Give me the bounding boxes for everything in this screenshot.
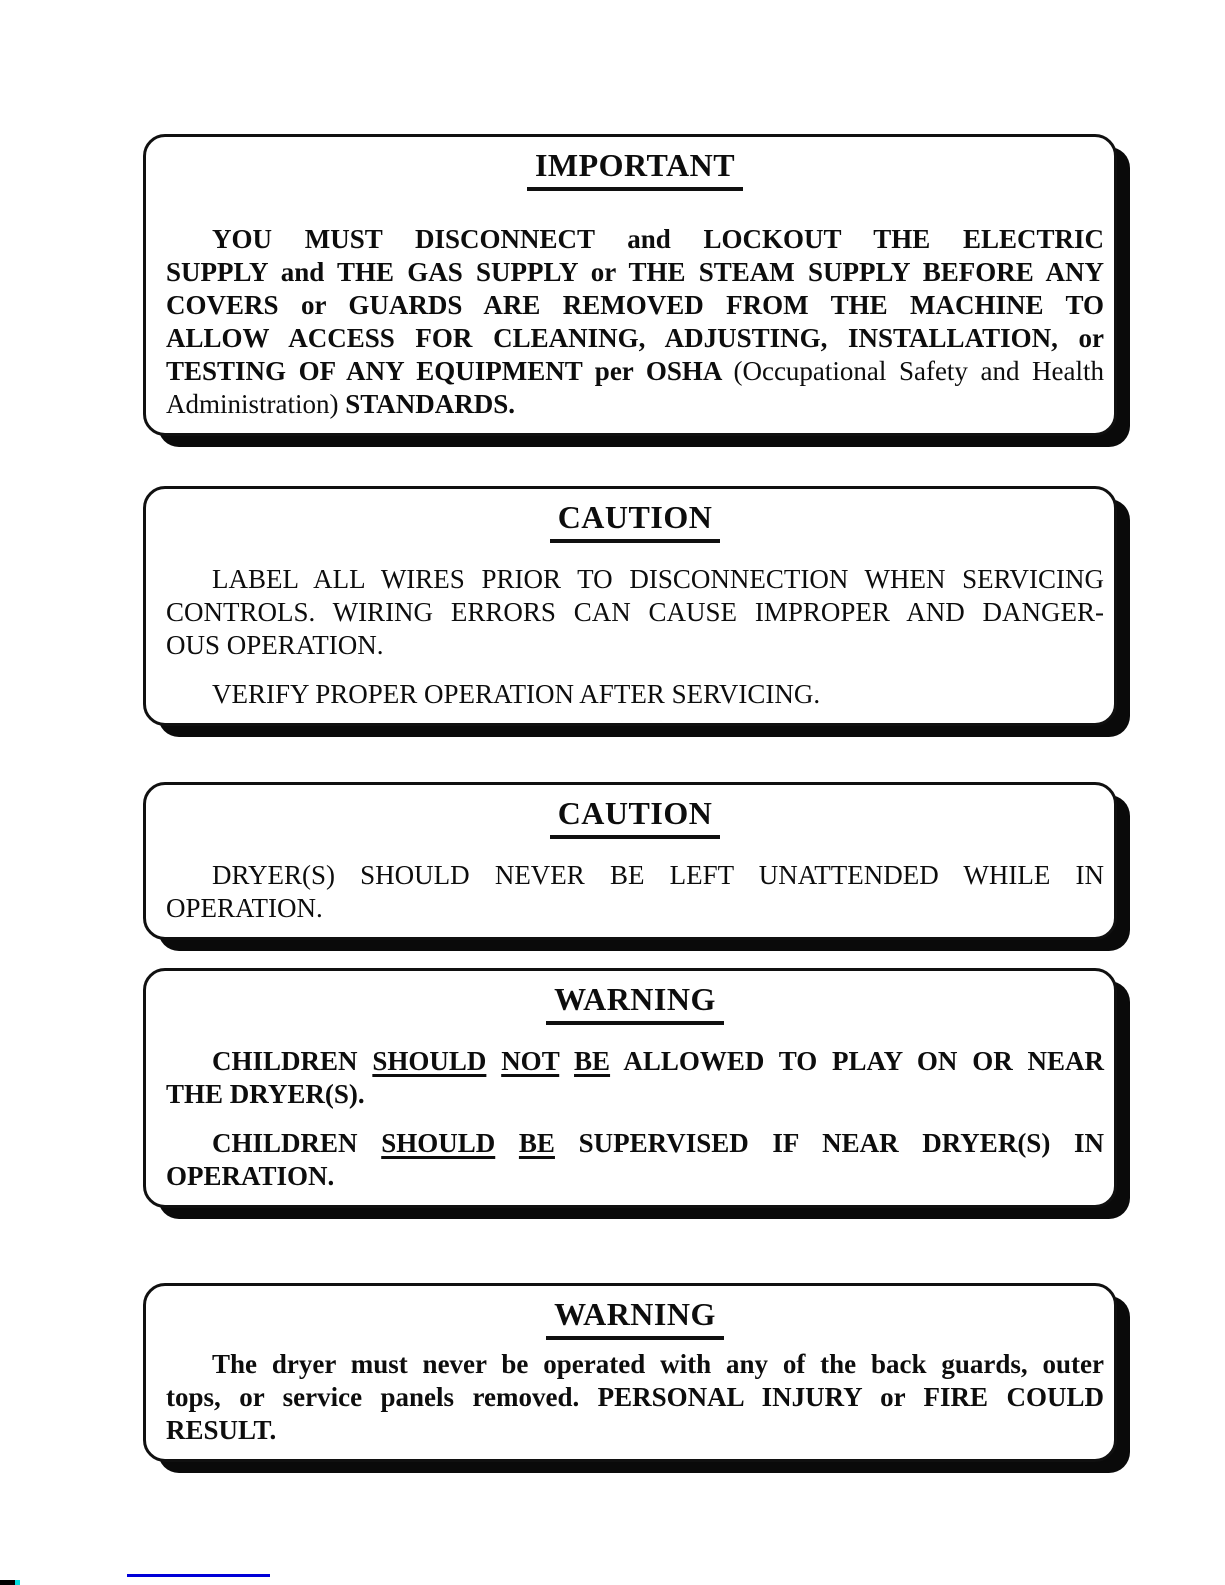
notice-title-text: WARNING xyxy=(546,979,724,1025)
text-line xyxy=(166,256,1104,289)
notice-title xyxy=(166,979,1104,1025)
text-segment: (Occupational Safety and Health xyxy=(733,356,1105,386)
text-segment: CONTROLS. WIRING ERRORS CAN CAUSE IMPROPER AND DANGER- xyxy=(166,597,1104,627)
text-segment: DRYER(S) SHOULD NEVER BE LEFT UNATTENDED WHILE IN xyxy=(212,860,1104,890)
notice-box-warning-1 xyxy=(143,968,1117,1208)
notice-paragraph xyxy=(166,1348,1104,1447)
notice-body xyxy=(166,223,1104,421)
notice-body xyxy=(166,859,1104,925)
text-segment: NOT xyxy=(501,1046,560,1076)
text-line xyxy=(166,1127,1104,1160)
scan-artifact-black xyxy=(0,1580,15,1585)
notice-title-text: CAUTION xyxy=(550,793,721,839)
notice-paragraph xyxy=(166,678,1104,711)
text-segment: OPERATION. xyxy=(166,893,323,923)
notice-paragraph xyxy=(166,1127,1104,1193)
footer-rule xyxy=(127,1574,270,1577)
notice-title xyxy=(166,497,1104,543)
text-line xyxy=(166,859,1104,892)
text-line xyxy=(166,223,1104,256)
text-line xyxy=(166,1160,1104,1193)
notice-body xyxy=(166,1348,1104,1447)
text-line xyxy=(166,629,1104,662)
text-segment: THE DRYER(S). xyxy=(166,1079,365,1109)
scan-artifact-cyan xyxy=(15,1580,20,1585)
text-segment: SHOULD xyxy=(381,1128,496,1158)
text-segment: BE xyxy=(518,1128,555,1158)
notice-box-warning-2 xyxy=(143,1283,1117,1462)
notice-box-caution-2 xyxy=(143,782,1117,940)
text-line xyxy=(166,678,1104,711)
text-line xyxy=(166,1045,1104,1078)
text-line xyxy=(166,1381,1104,1414)
text-segment: YOU MUST DISCONNECT and LOCKOUT THE ELECTRIC xyxy=(212,224,1104,254)
notice-title xyxy=(166,1294,1104,1340)
notice-body xyxy=(166,563,1104,711)
text-segment xyxy=(495,1128,519,1158)
text-segment: tops, or service panels removed. PERSONAL INJURY or FIRE COULD xyxy=(166,1382,1104,1412)
notice-paragraph xyxy=(166,223,1104,421)
text-line xyxy=(166,563,1104,596)
text-segment: SHOULD xyxy=(372,1046,487,1076)
notice-paragraph xyxy=(166,563,1104,662)
text-line xyxy=(166,596,1104,629)
text-line xyxy=(166,892,1104,925)
text-line xyxy=(166,289,1104,322)
text-segment: STANDARDS. xyxy=(345,389,516,419)
text-segment: SUPPLY and THE GAS SUPPLY or THE STEAM SUPPLY BEFORE ANY xyxy=(166,257,1104,287)
text-segment: LABEL ALL WIRES PRIOR TO DISCONNECTION WHEN SERVICING xyxy=(212,564,1104,594)
text-segment: BE xyxy=(574,1046,611,1076)
text-segment: COVERS or GUARDS ARE REMOVED FROM THE MACHINE TO xyxy=(166,290,1104,320)
text-segment: OUS OPERATION. xyxy=(166,630,384,660)
text-segment: RESULT. xyxy=(166,1415,277,1445)
text-segment: ALLOWED TO PLAY ON OR NEAR xyxy=(610,1046,1105,1076)
notice-box-important xyxy=(143,134,1117,436)
text-line xyxy=(166,1078,1104,1111)
text-segment: VERIFY PROPER OPERATION AFTER SERVICING. xyxy=(212,679,821,709)
notice-title-text: WARNING xyxy=(546,1294,724,1340)
text-line xyxy=(166,322,1104,355)
notice-paragraph xyxy=(166,1045,1104,1111)
text-line xyxy=(166,355,1104,388)
text-line xyxy=(166,388,1104,421)
text-segment: ALLOW ACCESS FOR CLEANING, ADJUSTING, INSTALLATION, or xyxy=(166,323,1104,353)
text-segment: OPERATION. xyxy=(166,1161,335,1191)
notice-title-text: CAUTION xyxy=(550,497,721,543)
text-segment: CHILDREN xyxy=(212,1046,373,1076)
notice-paragraph xyxy=(166,859,1104,925)
notice-box-caution-1 xyxy=(143,486,1117,726)
text-segment xyxy=(559,1046,574,1076)
notice-title xyxy=(166,145,1104,191)
text-segment: CHILDREN xyxy=(212,1128,382,1158)
text-segment: The dryer must never be operated with any of the back guards, outer xyxy=(212,1349,1104,1379)
notice-title xyxy=(166,793,1104,839)
text-segment: TESTING OF ANY EQUIPMENT per OSHA xyxy=(166,356,734,386)
text-line xyxy=(166,1414,1104,1447)
scan-artifact-mark xyxy=(0,1580,20,1585)
text-segment xyxy=(486,1046,501,1076)
notice-title-text: IMPORTANT xyxy=(527,145,743,191)
text-segment: Administration) xyxy=(166,389,346,419)
text-line xyxy=(166,1348,1104,1381)
notice-body xyxy=(166,1045,1104,1193)
text-segment: SUPERVISED IF NEAR DRYER(S) IN xyxy=(554,1128,1105,1158)
